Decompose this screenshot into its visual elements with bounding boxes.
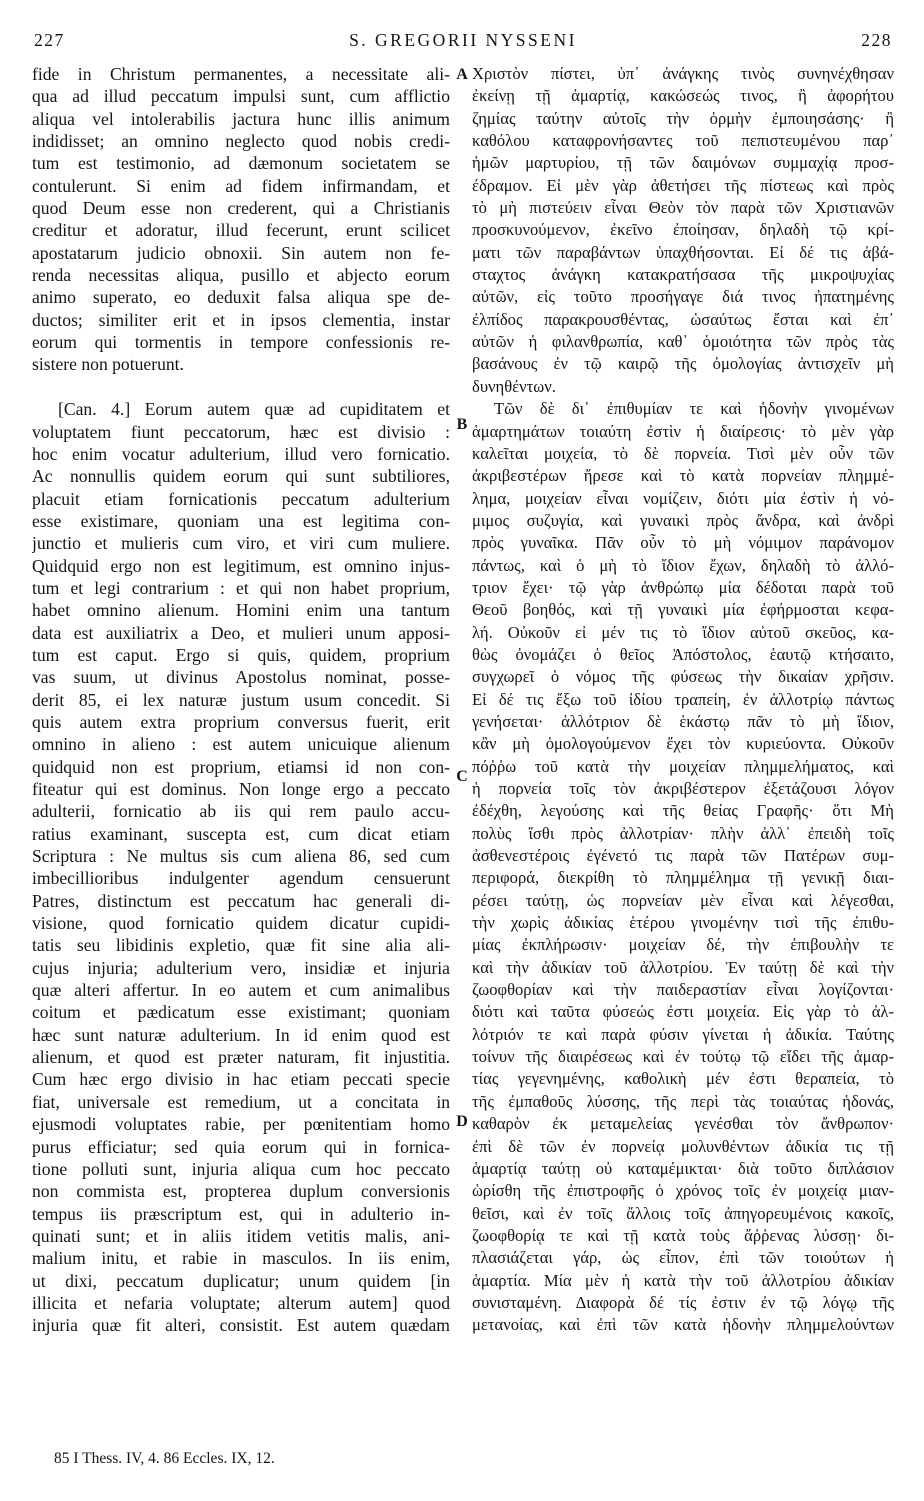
latin-line: placuit etiam fornicationis peccatum adulterium: [32, 488, 450, 509]
greek-line: βασάνους ἐν τῷ καιρῷ τῆς ὁμολογίας ἀντισχεῖν μὴ: [472, 354, 894, 374]
latin-line: quod Deum esse non crederent, qui a Christianis: [32, 198, 450, 219]
page-number-left: 227: [34, 30, 65, 50]
latin-line: tempus iis præscriptum est, qui in adulterio in-: [32, 1203, 450, 1224]
greek-line: ἡ πορνεία τοῖς τὸν ἀκριβέστερον ἐξετάζουσι λόγον: [472, 779, 894, 798]
latin-line: ratius examinant, suscepta est, cum dicat etiam: [32, 823, 450, 844]
greek-line: ἐλπίδος παρακρουσθέντας, ὡσαύτως ἔσται καὶ ἐπ᾽: [472, 309, 894, 329]
greek-line: διότι καὶ ταῦτα φύσεώς ἐστι μοιχεία. Εἰς γὰρ τὸ ἀλ-: [472, 1002, 894, 1022]
greek-line: ζωοφθορίᾳ τε καὶ τῇ κατὰ τοὺς ἄῤῥενας λύσσῃ· δι-: [472, 1225, 894, 1245]
latin-line: coitum et pædicatum esse existimant; quoniam: [32, 1002, 450, 1023]
latin-line: [Can. 4.] Eorum autem quæ ad cupiditatem et: [58, 399, 450, 420]
latin-line: [32, 376, 450, 398]
greek-line: Θεοῦ βοηθός, καὶ τῇ γυναικὶ μία ἐφήρμοσται κεφα-: [472, 600, 894, 620]
latin-line: quis autem extra proprium conversus fuerit, erit: [32, 711, 450, 732]
greek-line: λή. Οὐκοῦν εἰ μέν τις τὸ ἴδιον αὐτοῦ σκεῦος, κα-: [472, 622, 894, 642]
greek-line: καλεῖται μοιχεία, τὸ δὲ πορνεία. Τισὶ μὲν οὖν τῶν: [472, 443, 894, 463]
latin-line: quæ alteri affertur. In eo autem et cum animalibus: [32, 980, 450, 1001]
latin-line: aliqua vel intolerabilis jactura hunc illis animum: [32, 108, 450, 129]
greek-line: τίας γεγενημένης, καθολικὴ μέν ἐστι θεραπεία, τὸ: [472, 1069, 894, 1089]
latin-line: quidquid non est proprium, etiamsi id non con-: [32, 756, 450, 777]
latin-line: injuria quæ fit alteri, consistit. Est autem quædam: [32, 1315, 450, 1336]
latin-line: voluptatem fiunt peccatorum, hæc est divisio :: [32, 421, 450, 442]
greek-line: θὼς ὀνομάζει ὁ θεῖος Ἀπόστολος, ἑαυτῷ κτήσαιτο,: [472, 644, 894, 664]
greek-line: ἀκριβεστέρων ἤρεσε καὶ τὸ κατὰ πορνείαν πλημμέ-: [472, 466, 894, 486]
latin-line: fiteatur qui est dominus. Non longe ergo a peccato: [32, 779, 450, 799]
latin-line: malium initu, et rabie in masculos. In iis enim,: [32, 1248, 450, 1269]
latin-line: data est auxiliatrix a Deo, et mulieri unum apposi-: [32, 622, 450, 643]
greek-line: πρὸς γυναῖκα. Πᾶν οὖν τὸ μὴ νόμιμον παράνομον: [472, 533, 894, 553]
latin-line: cujus injuria; adulterium vero, insidiæ et injuria: [32, 957, 450, 978]
greek-line: Τῶν δὲ δι᾽ ἐπιθυμίαν τε καὶ ἡδονὴν γινομένων: [494, 399, 894, 419]
latin-line: Quidquid ergo non est legitimum, est omnino injus-: [32, 555, 450, 576]
running-title: S. GREGORII NYSSENI: [349, 30, 577, 50]
greek-line: πολὺς ἴσθι πρὸς ἀλλοτρίαν· πλὴν ἀλλ᾽ ἐπειδὴ τοῖς: [472, 823, 894, 843]
greek-line: ἁμαρτημάτων τοιαύτη ἐστὶν ἡ διαίρεσις· τὸ μὲν γὰρ: [472, 421, 894, 441]
greek-line: ἐπὶ δὲ τῶν ἐν πορνείᾳ μολυνθέντων ἀδικία τις τῇ: [472, 1136, 894, 1156]
greek-line: τὴν χωρὶς ἀδικίας ἑτέρου γινομένην τισὶ τῆς ἐπιθυ-: [472, 913, 894, 933]
greek-line: λότριόν τε καὶ παρὰ φύσιν γίνεται ἡ ἀδικία. Ταύτης: [472, 1024, 894, 1044]
greek-line: καὶ τὴν ἀδικίαν τοῦ ἀλλοτρίου. Ἐν ταύτῃ δὲ καὶ τὴν: [472, 957, 894, 977]
latin-line: fiat, universale est remedium, ut a concitata in: [32, 1091, 450, 1112]
latin-line: quinati sunt; et in aliis itidem vetitis malis, ani-: [32, 1225, 450, 1246]
greek-line: έδραμον. Εἰ μὲν γὰρ ἀθετήσει τῆς πίστεως καὶ πρὸς: [472, 175, 894, 195]
greek-line: πάντως, καὶ ὁ μὴ τὸ ἴδιον ἔχων, δηλαδὴ τὸ ἀλλό-: [472, 555, 894, 575]
greek-line: ὡρίσθη τῆς ἐπιστροφῆς ὁ χρόνος τοῖς ἐν μοιχείᾳ μιαν-: [472, 1181, 894, 1201]
greek-line: ζημίας ταύτην αὐτοῖς τὴν ὁρμὴν ἐμποιησάσης· ἢ: [472, 108, 894, 128]
page-number-right: 228: [861, 30, 892, 50]
latin-line: non commista est, propterea duplum conversionis: [32, 1181, 450, 1202]
latin-line: habet omnino alienum. Homini enim una tantum: [32, 600, 450, 621]
latin-line: imbecillioribus indulgenter agendum censuerunt: [32, 868, 450, 889]
greek-line: δυνηθέντων.: [472, 376, 556, 396]
latin-line: tione polluti sunt, injuria aliqua cum hoc peccato: [32, 1158, 450, 1179]
greek-line: τοίνυν τῆς διαιρέσεως καὶ ἐν τούτῳ τῷ εἴδει τῆς ἁμαρ-: [472, 1047, 894, 1067]
latin-line: fide in Christum permanentes, a necessitate ali-: [32, 64, 450, 84]
margin-marker-d: D: [456, 1113, 468, 1130]
greek-line: ζωοφθορίαν καὶ τὴν παιδεραστίαν εἶναι λογίζονται·: [472, 980, 894, 1000]
latin-line: animo superato, eo deduxit falsa aliqua spe de-: [32, 287, 450, 308]
greek-line: ρέσει ταύτῃ, ὡς πορνείαν μὲν εἶναι καὶ λέγεσθαι,: [472, 890, 894, 910]
margin-marker-c: C: [456, 768, 468, 785]
latin-line: alienum, et quod est præter naturam, fit injustitia.: [32, 1047, 450, 1068]
greek-line: κἂν μὴ ὁμολογούμενον ἔχει τὸν κυριεύοντα. Οὐκοῦν: [472, 734, 894, 754]
greek-line: λημα, μοιχείαν εἶναι νομίζειν, διότι μία ἐστὶν ἡ νό-: [472, 488, 894, 508]
latin-line: ejusmodi voluptates rabie, per pœnitentiam homo: [32, 1114, 450, 1135]
latin-line: illicita et nefaria voluptate; alterum autem] quod: [32, 1292, 450, 1313]
latin-line: tatis seu libidinis expletio, quæ fit sine alia ali-: [32, 935, 450, 956]
greek-line: πλασιάζεται γάρ, ὡς εἶπον, ἐπὶ τῶν τοιούτων ἡ: [472, 1248, 894, 1268]
greek-line: ἁμαρτίᾳ ταύτῃ οὐ καταμέμικται· διὰ τοῦτο διπλάσιον: [472, 1158, 894, 1178]
latin-line: tum est caput. Ergo si quis, quidem, proprium: [32, 644, 450, 665]
latin-line: omnino in alieno : est autem unicuique alienum: [32, 734, 450, 755]
greek-line: προσκυνούμενον, ἐκεῖνο ἐποίησαν, δηλαδὴ τῷ κρί-: [472, 220, 894, 240]
greek-line: θεῖσι, καὶ ἐν τοῖς ἄλλοις τοῖς ἀπηγορευμένοις κακοῖς,: [472, 1203, 894, 1223]
greek-line: τριον ἔχει· τῷ γὰρ ἀνθρώπῳ μία δέδοται παρὰ τοῦ: [472, 577, 894, 597]
greek-line: αὐτῶν, εἰς τοῦτο προσήγαγε διά τινος ἠπατημένης: [472, 287, 894, 307]
latin-line: sistere non potuerunt.: [32, 354, 184, 375]
latin-line: ut dixi, peccatum duplicatur; unum quidem [in: [32, 1270, 450, 1291]
latin-line: renda necessitas aliqua, pusillo et abjecto eorum: [32, 265, 450, 286]
greek-line: ματι τῶν παραβάντων ὑπαχθήσονται. Εἰ δέ τις ἀβά-: [472, 242, 894, 262]
latin-line: creditur et adoratur, illud fecerunt, erunt scilicet: [32, 220, 450, 241]
greek-line: συνισταμένη. Διαφορὰ δέ τίς ἐστιν ἐν τῷ λόγῳ τῆς: [472, 1292, 894, 1312]
margin-marker-a: A: [456, 66, 468, 83]
latin-line: contulerunt. Si enim ad fidem infirmandam, et: [32, 175, 450, 196]
greek-line: αὐτῶν ἡ φιλανθρωπία, καθ᾽ ὁμοιότητα τῶν πρὸς τὰς: [472, 332, 894, 352]
latin-line: ductos; similiter erit et in ipsos clementia, instar: [32, 309, 450, 330]
latin-line: esse existimare, quoniam una est legitima con-: [32, 510, 450, 531]
greek-line: τὸ μὴ πιστεύειν εἶναι Θεὸν τὸν παρὰ τῶν Χριστιανῶν: [472, 198, 894, 218]
margin-marker-b: B: [456, 416, 468, 433]
latin-line: hoc enim vocatur adulterium, illud vero fornicatio.: [32, 443, 450, 464]
greek-line: Εἰ δέ τις ἔξω τοῦ ἰδίου τραπείη, ἐν ἀλλοτρίῳ πάντως: [472, 689, 894, 709]
latin-line: junctio et mulieris cum viro, et viri cum muliere.: [32, 533, 450, 554]
latin-line: Patres, distinctum est peccatum hac generali di-: [32, 890, 450, 911]
latin-line: tum est testimonio, ad dæmonum societatem se: [32, 153, 450, 174]
greek-line: τῆς ἐμπαθοῦς λύσσης, τῆς περὶ τὰς τοιαύτας ἡδονάς,: [472, 1091, 894, 1111]
latin-line: qua ad illud peccatum impulsi sunt, cum afflictio: [32, 86, 450, 107]
latin-column: [32, 63, 450, 1337]
latin-line: vas suum, ut divinus Apostolus nominat, posse-: [32, 667, 450, 688]
latin-line: tum et legi contrarium : et qui non habet proprium,: [32, 577, 450, 598]
latin-line: Cum hæc ergo divisio in hac etiam peccati specie: [32, 1069, 450, 1090]
greek-line: ἐκείνῃ τῇ ἁμαρτίᾳ, κακώσεώς τινος, ἢ ἀφορήτου: [472, 86, 894, 106]
latin-line: derit 85, ei lex naturæ justum usum concedit. Si: [32, 689, 450, 710]
latin-line: eorum qui tormentis in tempore confessionis re-: [32, 332, 450, 353]
greek-line: ἐδέχθη, λεγούσης καὶ τῆς θείας Γραφῆς· ὅτι Μὴ: [472, 801, 894, 821]
latin-line: apostatarum judicio obnoxii. Sin autem non fe-: [32, 242, 450, 263]
greek-line: γενήσεται· ἀλλότριον δὲ ἑκάστῳ πᾶν τὸ μὴ ἴδιον,: [472, 711, 894, 731]
greek-line: καθαρὸν ἐκ μεταμελείας γενέσθαι τὸν ἄνθρωπον·: [472, 1114, 894, 1134]
greek-line: Χριστὸν πίστει, ὑπ᾽ ἀνάγκης τινὸς συνηνέχθησαν: [472, 64, 894, 83]
greek-line: συγχωρεῖ ὁ νόμος τῆς φύσεως τὴν δικαίαν χρῆσιν.: [472, 667, 894, 687]
greek-line: περιφορά, διεκρίθη τὸ πλημμέλημα τῇ γενικῇ διαι-: [472, 868, 894, 888]
greek-line: ἁμαρτία. Μία μὲν ἡ κατὰ τὴν τοῦ ἀλλοτρίου ἀδικίαν: [472, 1270, 894, 1290]
latin-line: hæc sunt naturæ adulterium. In id enim quod est: [32, 1024, 450, 1045]
greek-line: μετανοίας, καὶ ἐπὶ τῶν κατὰ ἡδονὴν πλημμελούντων: [472, 1315, 894, 1335]
greek-line: μιμος συζυγία, καὶ γυναικὶ πρὸς ἄνδρα, καὶ ἀνδρὶ: [472, 510, 894, 530]
latin-line: visione, quod fornicatio quidem dicatur cupidi-: [32, 913, 450, 934]
greek-line: μίας ἐκπλήρωσιν· μοιχείαν δέ, τὴν ἐπιβουλὴν τε: [472, 935, 894, 955]
greek-line: ἡμῶν μαρτυρίου, τῇ τῶν δαιμόνων συμμαχίᾳ προσ-: [472, 153, 894, 173]
latin-line: Ac nonnullis quidem eorum qui sunt subtiliores,: [32, 466, 450, 487]
footnotes: 85 I Thess. IV, 4. 86 Eccles. IX, 12.: [54, 1450, 275, 1467]
greek-line: σταχτος ἀνάγκη κατακρατήσασα τῆς μικροψυχίας: [472, 265, 894, 285]
latin-line: adulterii, fornicatio ab iis qui rem paulo accu-: [32, 801, 450, 822]
greek-line: ἀσθενεστέροις ἐγένετό τις παρὰ τῶν Πατέρων συμ-: [472, 846, 894, 866]
latin-line: Scriptura : Ne multus sis cum aliena 86, sed cum: [32, 846, 450, 867]
page-header: [34, 30, 892, 56]
greek-column: [472, 63, 894, 1337]
greek-line: καθόλου καταφρονήσαντες τοῦ πεπιστευμένου παρ᾽: [472, 131, 894, 151]
latin-line: indidisset; an omnino neglecto quod nobis credi-: [32, 131, 450, 152]
latin-line: purus efficiatur; sed quia eorum qui in fornica-: [32, 1136, 450, 1157]
greek-line: πόῤῥω τοῦ κατὰ τὴν μοιχείαν πλημμελήματος, καὶ: [472, 756, 894, 776]
